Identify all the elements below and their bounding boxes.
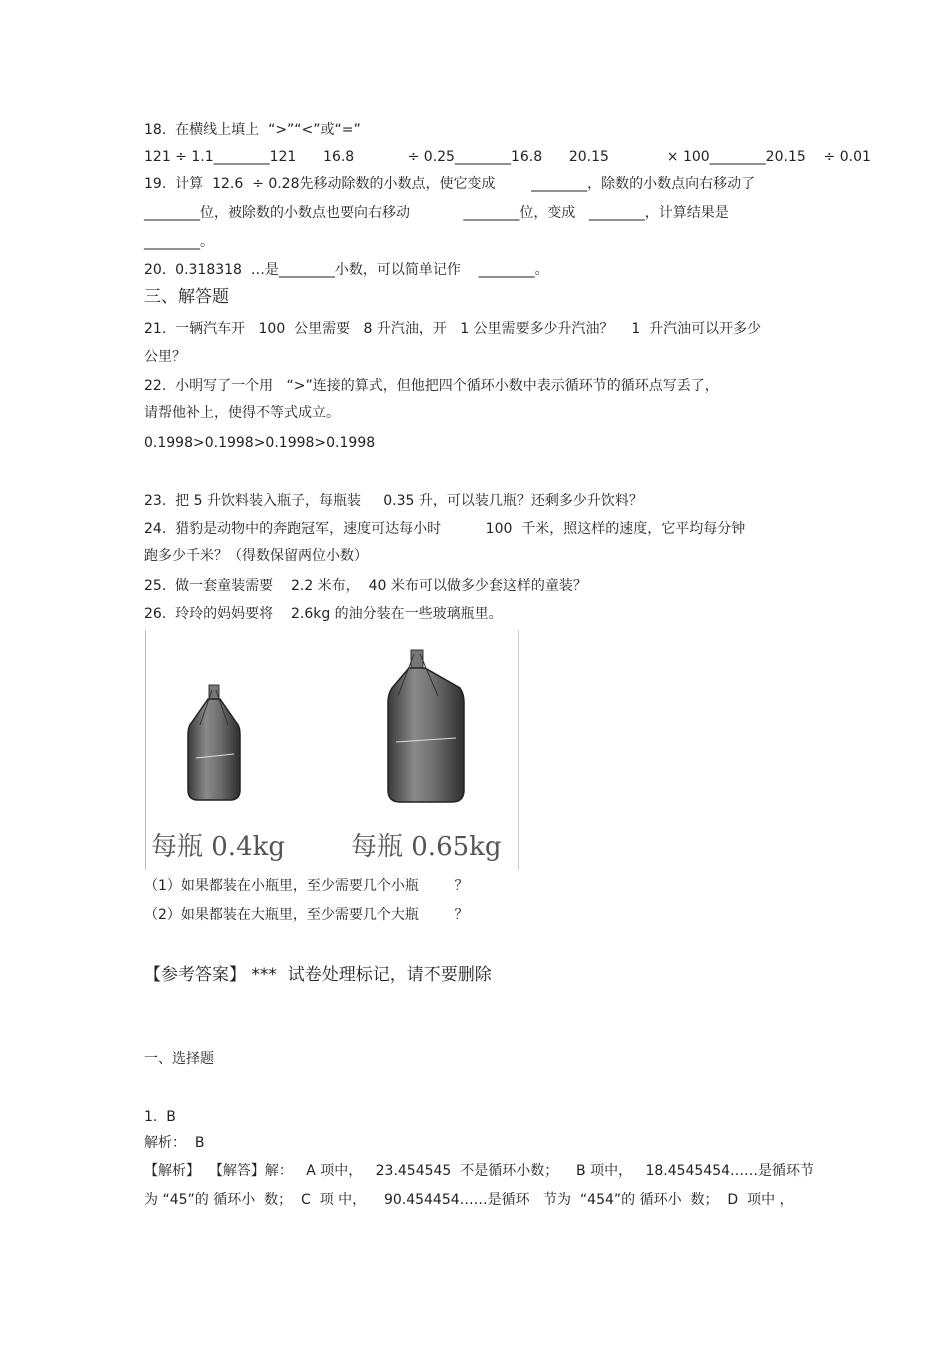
section-heading-3: 三、解答题 <box>144 287 229 307</box>
q22-line2: 请帮他补上，使得不等式成立。 <box>144 405 340 421</box>
small-bottle-caption: 每瓶 0.4kg <box>151 832 286 862</box>
large-bottle-caption: 每瓶 0.65kg <box>351 832 502 862</box>
q18-title: 18. 在横线上填上 “>”“<”或“=” <box>144 122 361 138</box>
q22-inequality: 0.1998>0.1998>0.1998>0.1998 <box>144 435 376 451</box>
large-bottle-icon <box>388 650 464 802</box>
small-bottle-icon <box>188 685 240 800</box>
q21-line2: 公里？ <box>144 349 186 365</box>
q25: 25. 做一套童装需要 2.2 米布， 40 米布可以做多少套这样的童装？ <box>144 578 587 594</box>
reference-answer-heading: 【参考答案】 *** 试卷处理标记，请不要删除 <box>144 965 492 985</box>
q19-line3: ________。 <box>144 234 214 250</box>
q26-line1: 26. 玲玲的妈妈要将 2.6kg 的油分装在一些玻璃瓶里。 <box>144 606 503 622</box>
section-heading-1: 一、选择题 <box>144 1051 214 1067</box>
q20-line1: 20. 0.318318 …是________小数，可以简单记作 ________。 <box>144 262 549 278</box>
q22-line1: 22. 小明写了一个用 “>”连接的算式，但他把四个循环小数中表示循环节的循环点写丢了， <box>144 378 719 394</box>
answer-1-analysis: 解析： B <box>144 1135 205 1151</box>
q21-line1: 21. 一辆汽车开 100 公里需要 8 升汽油，开 1 公里需要多少升汽油？ 1 升汽油可以开多少 <box>144 321 762 337</box>
answer-1: 1. B <box>144 1109 176 1125</box>
q19-line2: ________位，被除数的小数点也要向右移动 ________位，变成 ________，计算结果是 <box>144 205 729 221</box>
answer-1-explanation-line2: 为 “45”的 循环小 数； C 项 中， 90.454454……是循环 节为 “454”的 循环小 数； D 项中 ， <box>144 1192 794 1208</box>
q26-sub2: （2）如果都装在大瓶里，至少需要几个大瓶 ？ <box>144 907 469 923</box>
q18-row: 121 ÷ 1.1________121 16.8 ÷ 0.25________16.8 20.15 × 100________20.15 ÷ 0.01 <box>144 149 871 165</box>
answer-1-explanation-line1: 【解析】 【解答】解： A 项中， 23.454545 不是循环小数； B 项中， 18.4545454……是循环节 <box>144 1163 815 1179</box>
q23: 23. 把 5 升饮料装入瓶子，每瓶装 0.35 升，可以装几瓶？还剩多少升饮料？ <box>144 493 643 509</box>
q24-line2: 跑多少千米？（得数保留两位小数） <box>144 548 368 564</box>
q19-line1: 19. 计算 12.6 ÷ 0.28先移动除数的小数点，使它变成 ________，除数的小数点向右移动了 <box>144 176 756 192</box>
q26-sub1: （1）如果都装在小瓶里，至少需要几个小瓶 ？ <box>144 878 469 894</box>
q24-line1: 24. 猎豹是动物中的奔跑冠军，速度可达每小时 100 千米，照这样的速度，它平均每分钟 <box>144 521 746 537</box>
bottles-figure <box>145 630 519 870</box>
